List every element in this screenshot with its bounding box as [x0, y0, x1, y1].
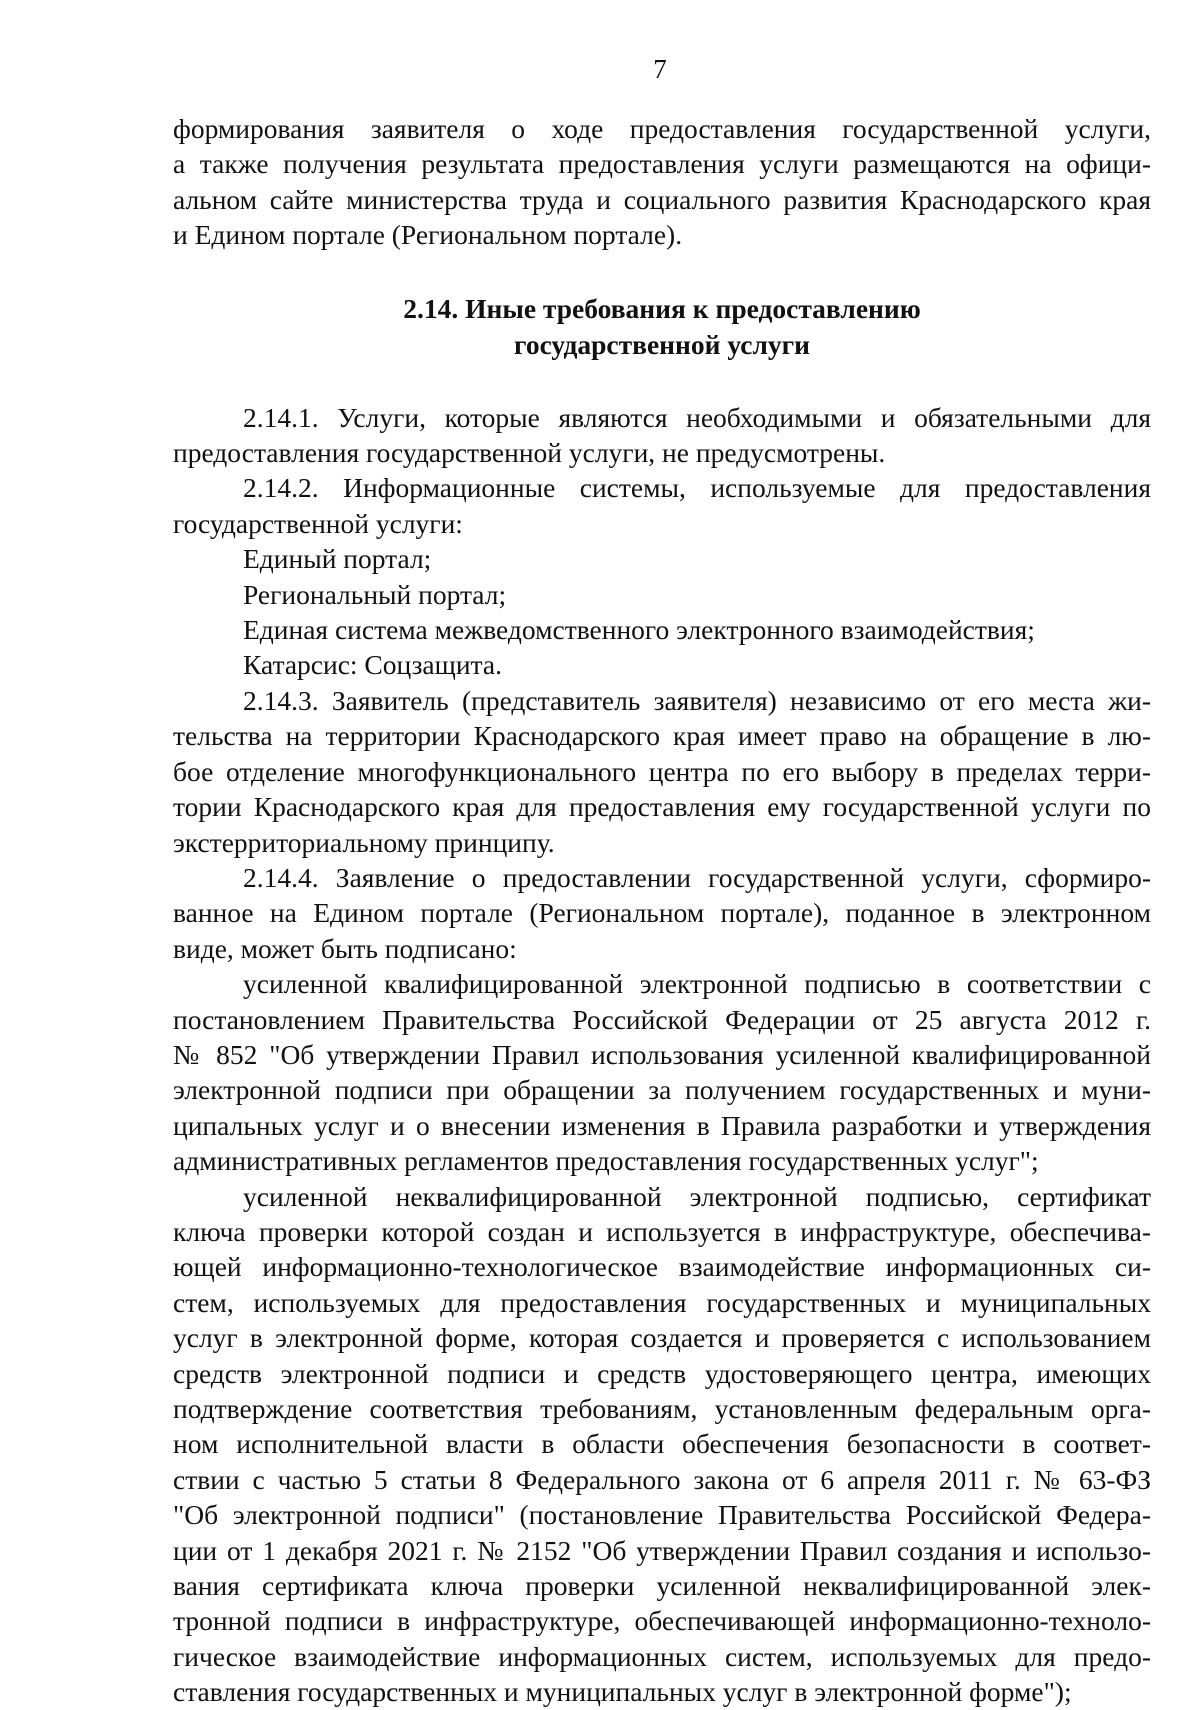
list-item: Единая система межведомственного электронного взаимодействия;	[243, 614, 1035, 646]
section-heading	[173, 291, 1151, 363]
paragraph-qualified-signature	[173, 966, 1151, 1178]
text-line: и Едином портале (Региональном портале).	[173, 219, 683, 251]
text-line: ключа проверки которой создан и используется в инфраструктуре, обеспечива-	[173, 1215, 1151, 1247]
paragraph-2-14-1	[173, 400, 1151, 471]
text-line: усиленной неквалифицированной электронной подписью, сертификат	[243, 1180, 1151, 1212]
text-line: гическое взаимодействие информационных систем, используемых для предо-	[173, 1640, 1151, 1672]
text-line: подтверждение соответствия требованиям, установленным федеральным орга-	[173, 1393, 1151, 1424]
page-number: 7	[653, 54, 667, 84]
text-line: 2.14.2. Информационные системы, используемые для предоставления	[243, 472, 1151, 504]
list-item: Региональный портал;	[243, 578, 507, 610]
text-line: вания сертификата ключа проверки усиленной неквалифицированной элек-	[173, 1570, 1151, 1602]
text-line: тории Краснодарского края для предоставления ему государственной услуги по	[173, 791, 1151, 823]
text-line: ющей информационно-технологическое взаимодействие информационных си-	[173, 1251, 1151, 1283]
text-line: тельства на территории Краснодарского края имеет право на обращение в лю-	[173, 720, 1151, 752]
list-item: Единый портал;	[243, 543, 432, 575]
systems-list	[173, 541, 1151, 683]
text-line: а также получения результата предоставления услуги размещаются на офици-	[173, 148, 1151, 180]
text-line: виде, может быть подписано:	[173, 932, 517, 964]
text-line: бое отделение многофункционального центра по его выбору в пределах терри-	[173, 755, 1151, 787]
text-line: ципальных услуг и о внесении изменения в Правила разработки и утверждения	[173, 1109, 1151, 1141]
text-line: 2.14.4. Заявление о предоставлении государственной услуги, сформиро-	[243, 861, 1151, 893]
text-line: электронной подписи при обращении за получением государственных и муни-	[173, 1074, 1151, 1106]
text-line: услуг в электронной форме, которая создается и проверяется с использованием	[173, 1322, 1151, 1354]
paragraph-unqualified-signature	[173, 1179, 1151, 1710]
text-line: ствии с частью 5 статьи 8 Федерального закона от 6 апреля 2011 г. № 63-ФЗ	[173, 1463, 1151, 1495]
text-line: средств электронной подписи и средств удостоверяющего центра, имеющих	[173, 1357, 1151, 1389]
section-heading-line: 2.14. Иные требования к предоставлению	[403, 292, 921, 324]
text-line: ванное на Едином портале (Региональном портале), поданное в электронном	[173, 897, 1151, 929]
section-heading-line: государственной услуги	[514, 328, 810, 360]
paragraph-2-14-2	[173, 470, 1151, 541]
text-line: административных регламентов предоставления государственных услуг";	[173, 1145, 1039, 1177]
text-line: ном исполнительной власти в области обеспечения безопасности в соответ-	[173, 1428, 1151, 1460]
text-line: ставления государственных и муниципальных услуг в электронной форме");	[173, 1676, 1072, 1708]
intro-paragraph	[173, 111, 1151, 253]
paragraph-2-14-4	[173, 860, 1151, 966]
text-line: ции от 1 декабря 2021 г. № 2152 "Об утверждении Правил создания и использо-	[173, 1534, 1151, 1566]
text-line: альном сайте министерства труда и социального развития Краснодарского края	[173, 183, 1151, 215]
text-line: постановлением Правительства Российской Федерации от 25 августа 2012 г.	[173, 1003, 1151, 1035]
list-item: Катарсис: Соцзащита.	[243, 649, 502, 681]
text-line: формирования заявителя о ходе предоставления государственной услуги,	[173, 113, 1151, 144]
text-line: № 852 "Об утверждении Правил использования усиленной квалифицированной	[173, 1038, 1151, 1070]
paragraph-2-14-3	[173, 683, 1151, 860]
text-line: 2.14.1. Услуги, которые являются необходимыми и обязательными для	[243, 401, 1151, 433]
text-line: экстерриториальному принципу.	[173, 826, 555, 858]
text-line: тронной подписи в инфраструктуре, обеспечивающей информационно-техноло-	[173, 1605, 1151, 1637]
text-line: предоставления государственной услуги, не предусмотрены.	[173, 437, 886, 469]
text-line: государственной услуги:	[173, 507, 463, 539]
text-line: "Об электронной подписи" (постановление Правительства Российской Федера-	[173, 1499, 1151, 1531]
text-line: стем, используемых для предоставления государственных и муниципальных	[173, 1286, 1151, 1318]
text-line: усиленной квалифицированной электронной подписью в соответствии с	[243, 968, 1151, 1000]
document-body	[173, 111, 1151, 1710]
text-line: 2.14.3. Заявитель (представитель заявителя) независимо от его места жи-	[243, 684, 1151, 716]
